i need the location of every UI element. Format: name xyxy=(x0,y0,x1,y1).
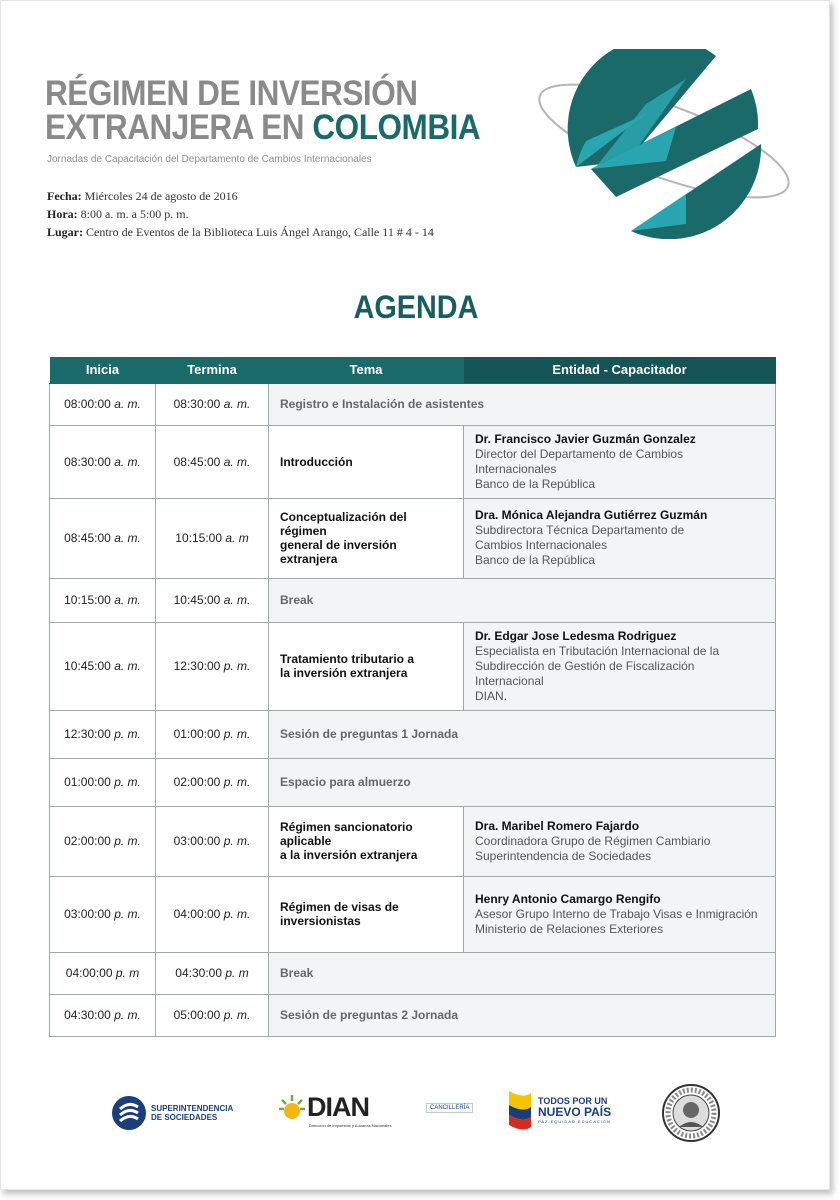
start-time: 12:30:00 p. m. xyxy=(50,710,156,758)
table-row xyxy=(50,994,776,1036)
speaker xyxy=(464,806,776,876)
start-time: 02:00:00 p. m. xyxy=(50,806,156,876)
start-time: 08:30:00 a. m. xyxy=(50,425,156,498)
table-row xyxy=(50,952,776,994)
speaker xyxy=(464,498,776,578)
table-row xyxy=(50,498,776,578)
topic: Registro e Instalación de asistentes xyxy=(269,383,776,425)
dian-subtitle: Dirección de Impuestos y Aduanas Nacionales xyxy=(309,1123,392,1128)
agenda-heading: AGENDA xyxy=(353,289,479,325)
header-termina: Termina xyxy=(156,357,269,383)
topic: Sesión de preguntas 1 Jornada xyxy=(269,710,776,758)
header-tema: Tema xyxy=(269,357,464,383)
speaker-name: Dra. Maribel Romero Fajardo xyxy=(475,818,640,833)
end-time: 02:00:00 p. m. xyxy=(156,758,269,806)
end-time: 08:45:00 a. m. xyxy=(156,425,269,498)
table-row xyxy=(50,383,776,425)
sponsor-logos xyxy=(1,1081,831,1141)
speaker-role: Cambios Internacionales xyxy=(475,538,608,552)
header-inicia: Inicia xyxy=(50,357,156,383)
fecha-label: Fecha: xyxy=(47,189,82,203)
lugar-label: Lugar: xyxy=(47,225,83,239)
table-row xyxy=(50,578,776,622)
speaker-name: Dr. Edgar Jose Ledesma Rodriguez xyxy=(475,628,677,643)
table-row xyxy=(50,622,776,710)
hora-value: 8:00 a. m. a 5:00 p. m. xyxy=(80,207,189,221)
start-time: 10:45:00 a. m. xyxy=(50,622,156,710)
speaker-name: Dra. Mónica Alejandra Gutiérrez Guzmán xyxy=(475,508,708,522)
end-time: 01:00:00 p. m. xyxy=(156,710,269,758)
speaker-role: Subdirectora Técnica Departamento de xyxy=(475,523,685,537)
end-time: 03:00:00 p. m. xyxy=(156,806,269,876)
speaker-name: Henry Antonio Camargo Rengifo xyxy=(475,891,661,906)
topic: Break xyxy=(269,952,776,994)
speaker-role: Especialista en Tributación Internacional de la xyxy=(475,643,720,658)
event-logo-icon xyxy=(536,49,796,239)
lugar-line xyxy=(47,223,434,241)
table-header-row xyxy=(50,357,776,383)
end-time: 10:15:00 a. m xyxy=(156,498,269,578)
fecha-value: Miércoles 24 de agosto de 2016 xyxy=(84,189,238,203)
topic: Régimen sancionatorio aplicable a la inversión extranjera xyxy=(269,806,464,876)
todos-por-un-nuevo-pais-logo: TODOS POR UN NUEVO PAÍS PAZ EQUIDAD EDUCACIÓN xyxy=(505,1087,611,1133)
speaker-org: Superintendencia de Sociedades xyxy=(475,848,652,863)
event-info xyxy=(47,187,434,241)
speaker-org: Banco de la República xyxy=(475,553,596,567)
table-row xyxy=(50,425,776,498)
dian-sun-icon xyxy=(277,1091,307,1123)
speaker-role: Director del Departamento de Cambios Internacionales xyxy=(475,446,684,476)
dian-text: DIAN xyxy=(307,1091,369,1122)
dian-logo xyxy=(277,1091,392,1128)
end-time: 04:00:00 p. m. xyxy=(156,876,269,952)
end-time: 04:30:00 p. m xyxy=(156,952,269,994)
cancilleria-logo: CANCILLERÍA xyxy=(426,1103,473,1113)
event-subtitle: Jornadas de Capacitación del Departamento de Cambios Internacionales xyxy=(47,154,372,165)
speaker-org: Banco de la República xyxy=(475,476,596,491)
topic: Introducción xyxy=(269,425,464,498)
hora-label: Hora: xyxy=(47,207,78,221)
end-time: 10:45:00 a. m. xyxy=(156,578,269,622)
speaker xyxy=(464,425,776,498)
table-row xyxy=(50,758,776,806)
table-row xyxy=(50,806,776,876)
start-time: 04:30:00 p. m. xyxy=(50,994,156,1036)
start-time: 01:00:00 p. m. xyxy=(50,758,156,806)
topic: Conceptualización del régimen general de inversión extranjera xyxy=(269,498,464,578)
title-line-1: RÉGIMEN DE INVERSIÓN xyxy=(45,74,418,113)
topic: Régimen de visas de inversionistas xyxy=(269,876,464,952)
topic: Espacio para almuerzo xyxy=(269,758,776,806)
title-colombia: COLOMBIA xyxy=(312,108,481,147)
speaker-name: Dr. Francisco Javier Guzmán Gonzalez xyxy=(475,431,696,446)
speaker xyxy=(464,622,776,710)
banco-republica-seal xyxy=(661,1083,721,1143)
start-time: 08:45:00 a. m. xyxy=(50,498,156,578)
start-time: 10:15:00 a. m. xyxy=(50,578,156,622)
lugar-value: Centro de Eventos de la Biblioteca Luis Ángel Arango, Calle 11 # 4 - 14 xyxy=(86,225,434,239)
speaker-role: Coordinadora Grupo de Régimen Cambiario xyxy=(475,833,711,848)
end-time: 08:30:00 a. m. xyxy=(156,383,269,425)
end-time: 12:30:00 p. m. xyxy=(156,622,269,710)
start-time: 08:00:00 a. m. xyxy=(50,383,156,425)
speaker xyxy=(464,876,776,952)
header-entidad: Entidad - Capacitador xyxy=(464,357,776,383)
event-title xyxy=(45,74,481,147)
supersociedades-logo: SUPERINTENDENCIA DE SOCIEDADES xyxy=(111,1095,233,1131)
table-row xyxy=(50,710,776,758)
start-time: 04:00:00 p. m xyxy=(50,952,156,994)
table-row xyxy=(50,876,776,952)
agenda-table xyxy=(49,357,776,1037)
supersociedades-icon xyxy=(111,1095,147,1131)
speaker-role: Asesor Grupo Interno de Trabajo Visas e Inmigración xyxy=(475,906,758,921)
start-time: 03:00:00 p. m. xyxy=(50,876,156,952)
topic: Tratamiento tributario a la inversión extranjera xyxy=(269,622,464,710)
colombia-flag-wave-icon xyxy=(505,1087,535,1133)
speaker-org: DIAN. xyxy=(475,688,508,703)
topic: Sesión de preguntas 2 Jornada xyxy=(269,994,776,1036)
banco-seal-icon xyxy=(661,1083,721,1143)
title-line-2 xyxy=(45,108,481,147)
fecha-line xyxy=(47,187,434,205)
title-line-2a: EXTRANJERA EN xyxy=(45,108,305,147)
hora-line xyxy=(47,205,434,223)
end-time: 05:00:00 p. m. xyxy=(156,994,269,1036)
topic: Break xyxy=(269,578,776,622)
speaker-org: Ministerio de Relaciones Exteriores xyxy=(475,921,664,936)
speaker-role: Subdirección de Gestión de Fiscalización Internacional xyxy=(475,658,695,688)
